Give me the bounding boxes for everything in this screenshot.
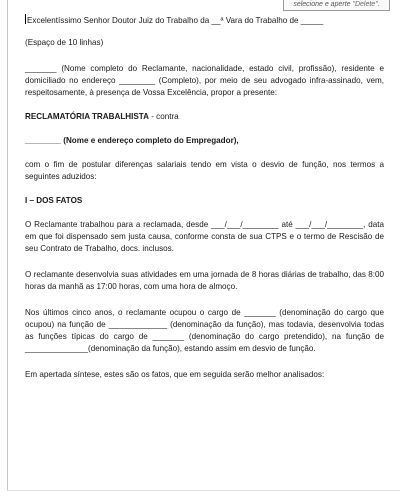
intro-paragraph[interactable]: _______ (Nome completo do Reclamante, nacionalidade, estado civil, profissão), residente e domiciliado no endereço ________ (Completo), por meio de seu advogado infra-assinado, vem, respeitosamente, à presença de Vossa Excelência, propor a presente: bbox=[25, 64, 384, 97]
facts-paragraph-4[interactable]: Em apertada síntese, estes são os fatos, que em seguida serão melhor analisados: bbox=[25, 370, 325, 379]
defendant-line[interactable]: ________ (Nome e endereço completo do Empregador), bbox=[25, 136, 239, 145]
header-line[interactable]: Excelentíssimo Senhor Doutor Juiz do Trabalho da __ª Vara do Trabalho de _____ bbox=[27, 16, 324, 25]
facts-paragraph-1[interactable]: O Reclamante trabalhou para a reclamada, desde ___/___/________ até ___/___/________, data em que foi dispensado sem justa causa, conforme consta de sua CTPS e o termo de Rescisão de seu Contrato de Trabalho, docs. inclusos. bbox=[25, 220, 384, 253]
spacing-note[interactable]: (Espaço de 10 linhas) bbox=[25, 38, 104, 47]
purpose-paragraph[interactable]: com o fim de postular diferenças salariais tendo em vista o desvio de função, nos termos a seguintes aduzidos: bbox=[25, 160, 384, 181]
action-title[interactable]: RECLAMATÓRIA TRABALHISTA - contra bbox=[25, 112, 179, 121]
document-body[interactable] bbox=[25, 14, 384, 381]
page-left-border bbox=[7, 0, 8, 490]
facts-paragraph-2[interactable]: O reclamante desenvolvia suas atividades em uma jornada de 8 horas diárias de trabalho, das 8:00 horas da manhã as 17:00 horas, com uma hora de almoço. bbox=[25, 270, 384, 291]
section-title[interactable]: I – DOS FATOS bbox=[25, 196, 83, 205]
hint-key: "Delete" bbox=[352, 1, 378, 8]
facts-paragraph-3[interactable]: Nos últimos cinco anos, o reclamante ocupou o cargo de _______ (denominação do cargo que ocupou) na função de _____________ (denominação da função), mas todavia, desenvolvia todas as funções típicas do cargo de _______ (denominação do cargo pretendido), na função de ______________(denominação da função), estando assim em desvio de função. bbox=[25, 308, 384, 353]
delete-hint-box bbox=[283, 0, 390, 11]
hint-suffix: . bbox=[377, 1, 380, 8]
page-bottom-edge bbox=[7, 490, 400, 491]
text-cursor bbox=[25, 14, 26, 24]
editor-toolbar-strip bbox=[0, 0, 400, 12]
hint-prefix: selecione e aperte bbox=[293, 1, 353, 8]
